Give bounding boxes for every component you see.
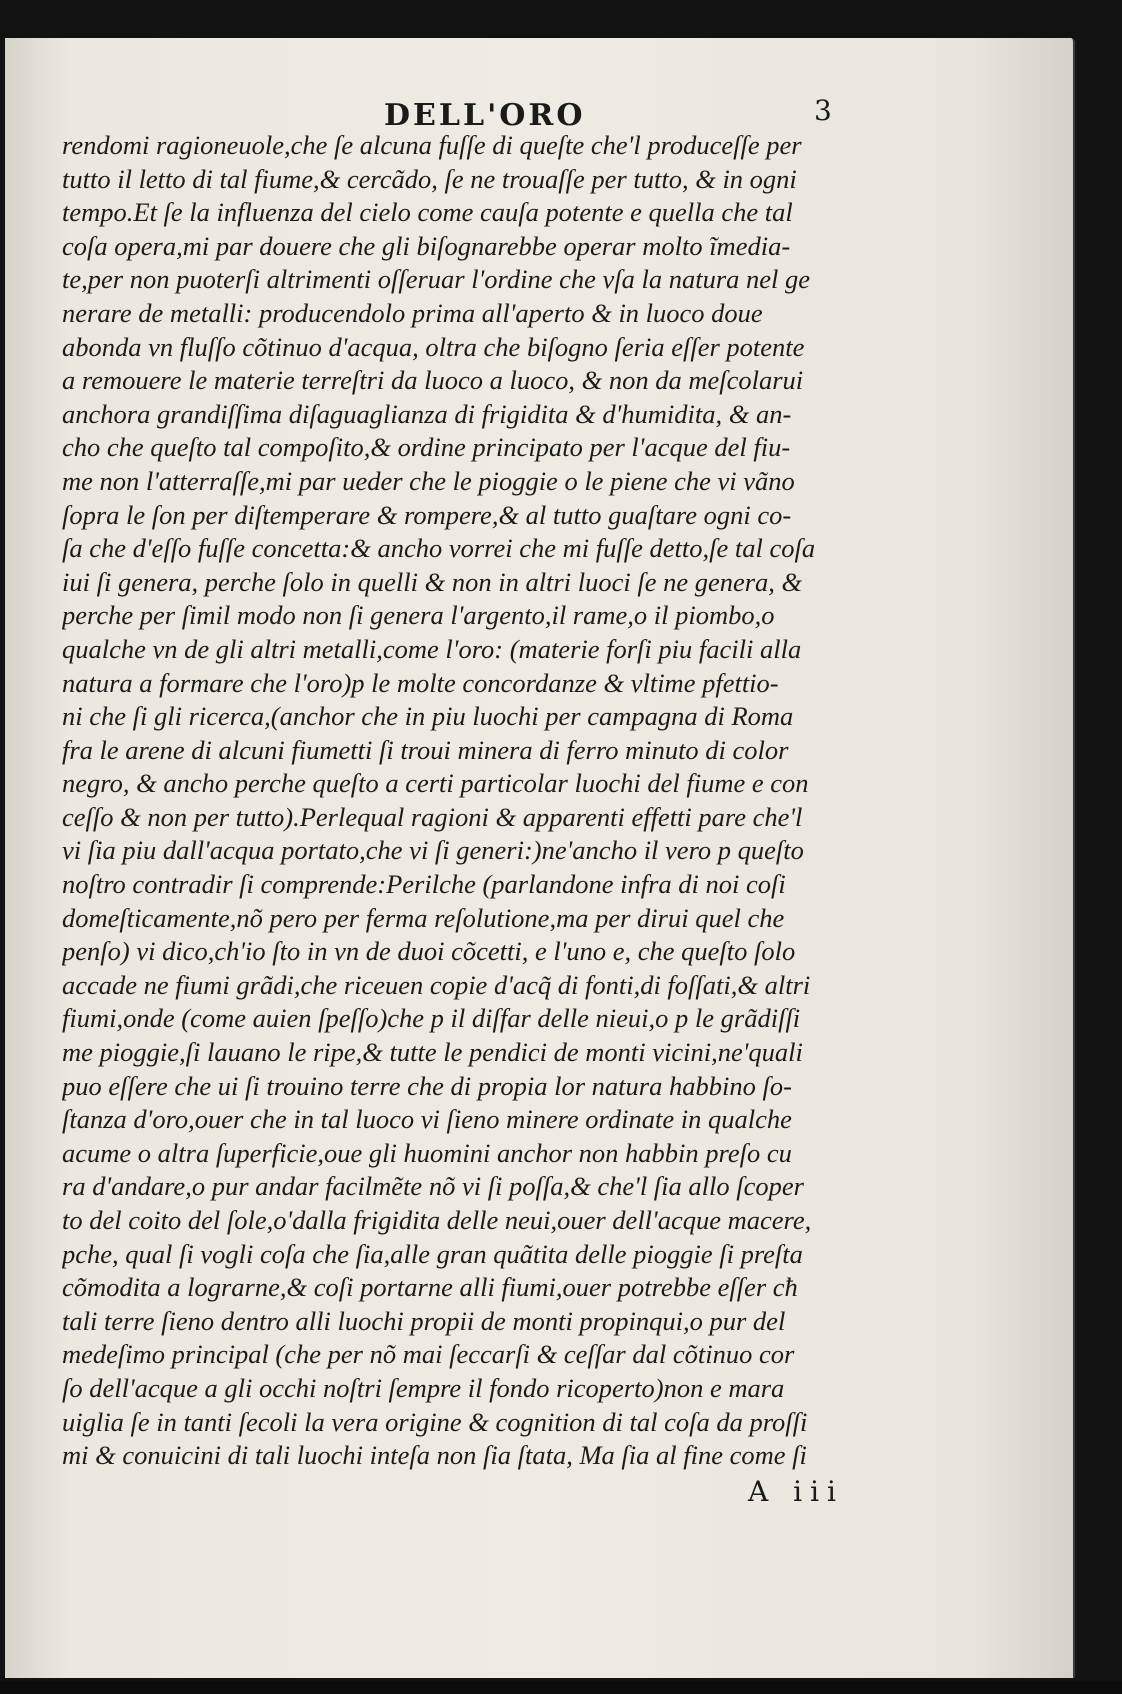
text-line: fra le arene di alcuni fiumetti ſi troui minera di ferro minuto di color <box>62 734 789 765</box>
scan-bottom-strip <box>0 1682 1122 1694</box>
text-line: tutto il letto di tal fiume,& cercãdo, ſe ne trouaſſe per tutto, & in ogni <box>62 163 797 194</box>
page-number: 3 <box>814 94 832 127</box>
text-line: iui ſi genera, perche ſolo in quelli & non in altri luoci ſe ne genera, & <box>62 566 803 597</box>
text-line: accade ne fiumi grãdi,che riceuen copie d'acq̃ di fonti,di foſſati,& altri <box>62 969 811 1000</box>
text-line: negro, & ancho perche queſto a certi particolar luochi del fiume e con <box>62 768 809 799</box>
text-line: te,per non puoterſi altrimenti oſſeruar l'ordine che vſa la natura nel ge <box>62 264 811 295</box>
text-line: perche per ſimil modo non ſi genera l'argento,il rame,o il piombo,o <box>62 600 775 631</box>
text-line: tali terre ſieno dentro alli luochi propii de monti propinqui,o pur del <box>62 1305 786 1336</box>
text-line: ra d'andare,o pur andar facilmẽte nõ vi ſi poſſa,& che'l ſia allo ſcoper <box>62 1171 804 1202</box>
text-line: acume o altra ſuperficie,oue gli huomini anchor non habbin preſo cu <box>62 1137 792 1168</box>
text-line: fiumi,onde (come auien ſpeſſo)che p il diſfar delle nieui,o p le grãdiſſi <box>62 1003 801 1034</box>
text-line: me pioggie,ſi lauano le ripe,& tutte le pendici de monti vicini,ne'quali <box>62 1037 803 1068</box>
text-line: ſopra le ſon per diſtemperare & rompere,& al tutto guaſtare ogni co- <box>62 499 792 530</box>
text-line: coſa opera,mi par douere che gli biſognarebbe operar molto ĩmedia- <box>62 230 791 261</box>
text-line: qualche vn de gli altri metalli,come l'oro: (materie forſi piu facili alla <box>62 633 802 664</box>
text-line: mi & conuicini di tali luochi inteſa non ſia ſtata, Ma ſia al fine come ſi <box>62 1440 807 1471</box>
page-header <box>0 64 1122 133</box>
text-line: ceſſo & non per tutto).Perlequal ragioni & apparenti effetti pare che'l <box>62 801 803 832</box>
text-line: medeſimo principal (che per nõ mai ſeccarſi & ceſſar dal cõtinuo cor <box>62 1339 795 1370</box>
text-line: ſo dell'acque a gli occhi noſtri ſempre il fondo ricoperto)non e mara <box>62 1372 785 1403</box>
text-line: uiglia ſe in tanti ſecoli la vera origine & cognition di tal coſa da proſſi <box>62 1406 808 1437</box>
running-title: DELL'ORO <box>384 98 586 133</box>
text-line: ſtanza d'oro,ouer che in tal luoco vi ſieno minere ordinate in qualche <box>62 1104 792 1135</box>
text-line: pche, qual ſi vogli coſa che ſia,alle gran quãtita delle pioggie ſi preſta <box>62 1238 803 1269</box>
text-line: a remouere le materie terreſtri da luoco a luoco, & non da meſcolarui <box>62 365 804 396</box>
text-line: nerare de metalli: producendolo prima all'aperto & in luoco doue <box>62 297 763 328</box>
text-line: anchora grandiſſima diſaguaglianza di frigidita & d'humidita, & an- <box>62 398 792 429</box>
text-line: to del coito del ſole,o'dalla frigidita delle neui,ouer dell'acque macere, <box>62 1205 812 1235</box>
text-line: cho che queſto tal compoſito,& ordine principato per l'acque del fiu- <box>62 432 791 463</box>
text-line: tempo.Et ſe la influenza del cielo come cauſa potente e quella che tal <box>62 197 793 228</box>
text-line: puo eſſere che ui ſi trouino terre che di propia lor natura habbino ſo- <box>62 1070 792 1101</box>
text-line: rendomi ragioneuole,che ſe alcuna fuſſe di queſte che'l produceſſe per <box>62 130 802 160</box>
text-line: vi ſia piu dall'acqua portato,che vi ſi generi:)ne'ancho il vero p queſto <box>62 835 804 866</box>
text-line: noſtro contradir ſi comprende:Perilche (parlandone infra di noi coſi <box>62 869 786 900</box>
text-line: me non l'atterraſſe,mi par ueder che le pioggie o le piene che vi vãno <box>62 465 795 496</box>
signature-mark: A iii <box>748 1475 844 1508</box>
text-line: cõmodita a lograrne,& coſi portarne alli fiumi,ouer potrebbe eſſer cħ <box>62 1272 798 1303</box>
text-line: penſo) vi dico,ch'io ſto in vn de duoi cõcetti, e l'uno e, che queſto ſolo <box>62 936 796 967</box>
body-text <box>62 129 922 1473</box>
text-line: natura a formare che l'oro)p le molte concordanze & vltime pfettio- <box>62 667 779 698</box>
text-line: domeſticamente,nõ pero per ferma reſolutione,ma per dirui quel che <box>62 902 785 933</box>
text-line: ni che ſi gli ricerca,(anchor che in piu luochi per campagna di Roma <box>62 701 794 732</box>
text-line: ſa che d'eſſo fuſſe concetta:& ancho vorrei che mi fuſſe detto,ſe tal coſa <box>62 533 816 564</box>
text-line: abonda vn fluſſo cõtinuo d'acqua, oltra che biſogno ſeria eſſer potente <box>62 331 805 362</box>
